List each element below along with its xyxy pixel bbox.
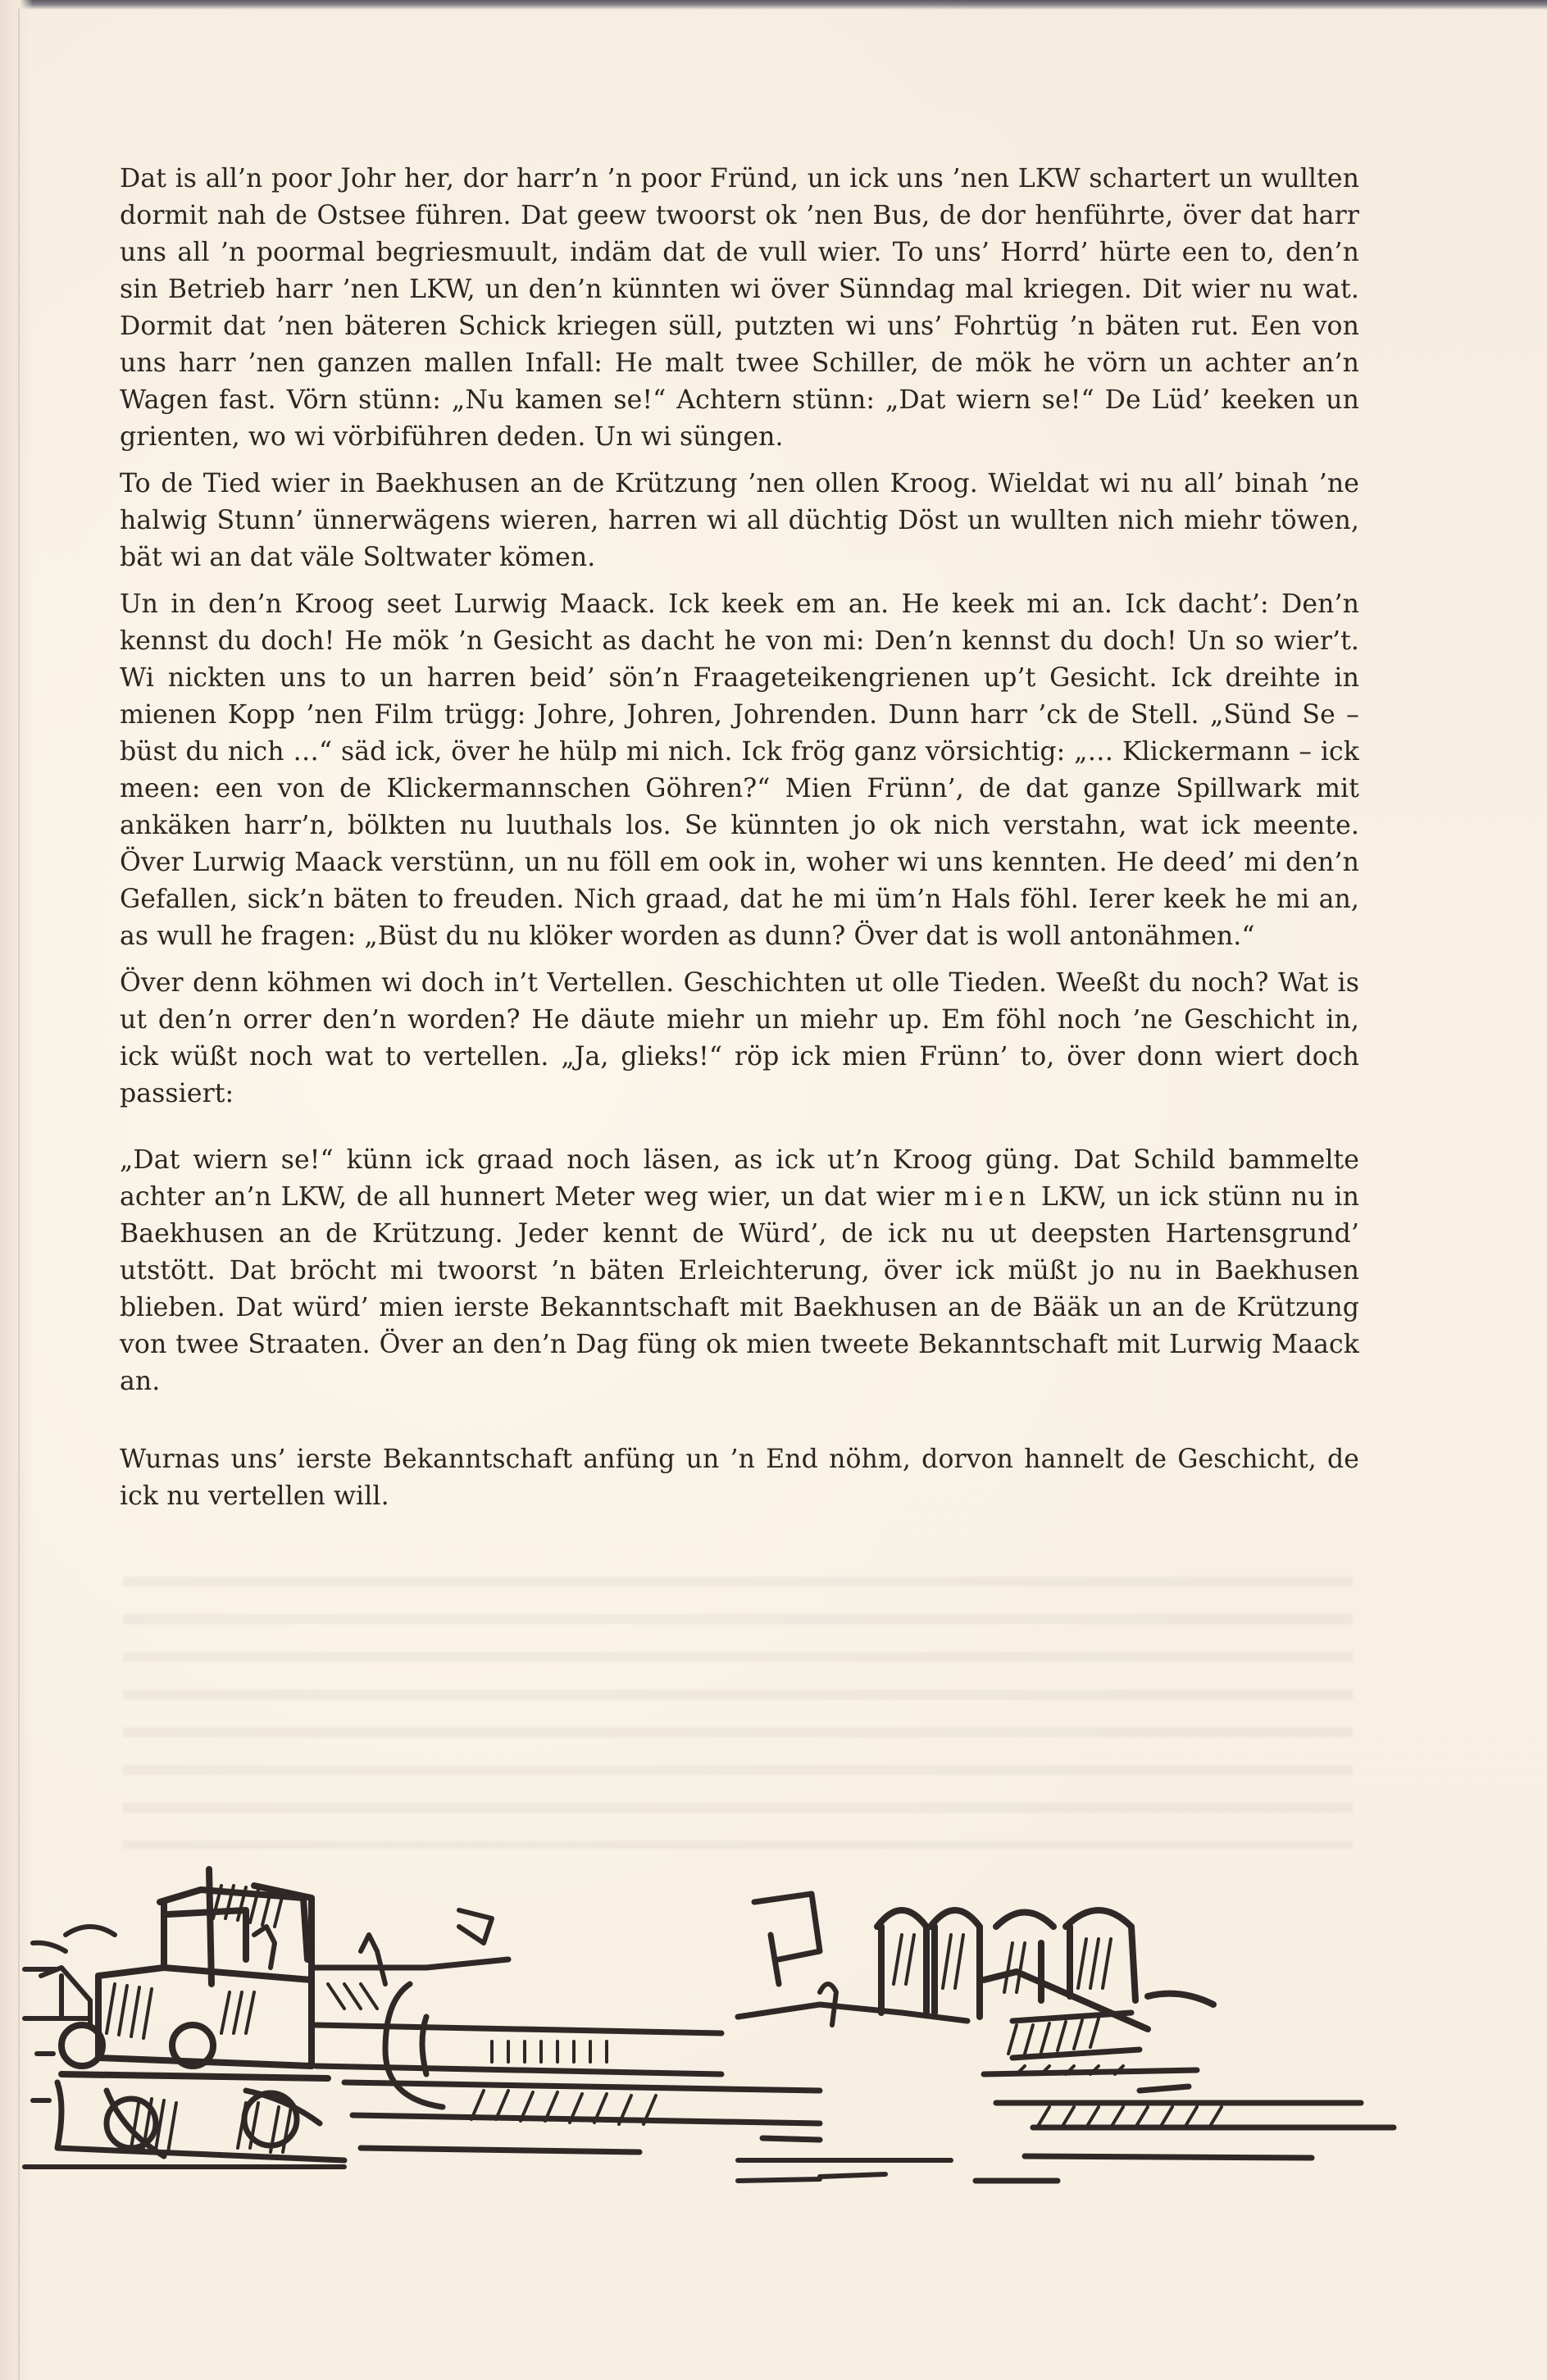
- story-text: [120, 161, 1359, 1525]
- truck-cab-hatching: [107, 1886, 283, 2038]
- paragraph-3: Un in den’n Kroog seet Lurwig Maack. Ick keek em an. He keek mi an. Ick dacht’: Den’n kennst du doch! He mök ’n Gesicht as dacht he von mi: Den’n kennst du doch! Un so wier’t. Wi nickten uns to un harren beid’ sön’n Fraageteikengrienen up’t Gesicht. Ick dreihte in mienen Kopp ’nen Film trügg: Johre, Johren, Johrenden. Dunn harr ’ck de Stell. „Sünd Se – büst du nich …“ säd ick, över he hülp mi nich. Ick frög ganz vörsichtig: „… Klickermann – ick meen: een von de Klickermannschen Göhren?“ Mien Frünn’, de dat ganze Spillwark mit ankäken harr’n, bölkten nu luuthals los. Se künnten jo ok nich verstahn, wat ick meente. Över Lurwig Maack verstünn, un nu föll em ook in, woher wi uns kennten. He deed’ mi den’n Gefallen, sick’n bäten to freuden. Nich graad, dat he mi üm’n Hals föhl. Ierer keek he mi an, as wull he fragen: „Büst du nu klöker worden as dunn? Över dat is woll antonähmen.“: [120, 589, 1359, 951]
- paragraph-5-part-1: „Dat wiern se!“ künn ick graad noch läsen, as ick ut’n Kroog güng. Dat Schild bammelte achter an’n LKW, de all hunnert Meter weg wier, un dat wier: [120, 1145, 1359, 1212]
- scan-top-edge: [0, 0, 1547, 10]
- trailer: [312, 1959, 820, 2152]
- paragraph-4: Över denn köhmen wi doch in’t Vertellen. Geschichten ut olle Tieden. Weeßt du noch? Wat is ut den’n orrer den’n worden? He däute miehr un miehr up. Em föhl noch ’ne Geschicht in, ick wüßt noch wat to vertellen. „Ja, glieks!“ röp ick mien Frünn’ to, över donn wiert doch passiert:: [120, 968, 1359, 1108]
- trailer-hatching: [328, 1984, 656, 2124]
- paragraph-2: To de Tied wier in Baekhusen an de Krützung ’nen ollen Kroog. Wieldat wi nu all’ binah ’ne halwig Stunn’ ünnerwägens wieren, harren wi all düchtig Döst un wullten nich miehr töwen, bät wi an dat väle Soltwater kömen.: [120, 469, 1359, 572]
- ground-lines: [738, 2160, 951, 2181]
- paragraph-5: [120, 1142, 1359, 1400]
- conveyor-ramp: [976, 2013, 1394, 2181]
- woodcut-illustration: [0, 1836, 1547, 2230]
- tracks: [57, 2082, 344, 2160]
- emphasized-word: mien: [944, 1182, 1032, 1212]
- reverse-side-show-through: [123, 1554, 1353, 1849]
- silos: [877, 1910, 1213, 2029]
- truck-wheels: [61, 2025, 328, 2078]
- paragraph-5-part-2: LKW, un ick stünn nu in Baekhusen an de Krützung. Jeder kennt de Würd’, de ick nu ut deepsten Hartensgrund’ utstött. Dat bröcht mi twoorst ’n bäten Erleichterung, över ick müßt jo nu in Baekhusen blieben. Dat würd’ mien ierste Bekanntschaft mit Baekhusen an de Bääk un an de Krützung von twee Straaten. Över an den’n Dag füng ok mien tweete Bekanntschaft mit Lurwig Maack an.: [120, 1182, 1359, 1396]
- paragraph-6: Wurnas uns’ ierste Bekanntschaft anfüng un ’n End nöhm, dorvon hannelt de Geschicht, de ick nu vertellen will.: [120, 1445, 1359, 1511]
- paragraph-1: Dat is all’n poor Johr her, dor harr’n ’n poor Fründ, un ick uns ’nen LKW schartert un wullten dormit nah de Ostsee führen. Dat geew twoorst ok ’nen Bus, de dor henführte, över dat harr uns all ’n poormal begriesmuult, indäm dat de vull wier. To uns’ Horrd’ hürte een to, den’n sin Betrieb harr ’nen LKW, un den’n künnten wi över Sünndag mal kriegen. Dit wier nu wat. Dormit dat ’nen bäteren Schick kriegen süll, putzten wi uns’ Fohrtüg ’n bäten rut. Een von uns harr ’nen ganzen mallen Infall: He malt twee Schiller, de mök he vörn un achter an’n Wagen fast. Vörn stünn: „Nu kamen se!“ Achtern stünn: „Dat wiern se!“ De Lüd’ keeken un grienten, wo wi vörbiführen deden. Un wi süngen.: [120, 164, 1359, 452]
- truck-and-silos-drawing: [0, 1836, 1547, 2230]
